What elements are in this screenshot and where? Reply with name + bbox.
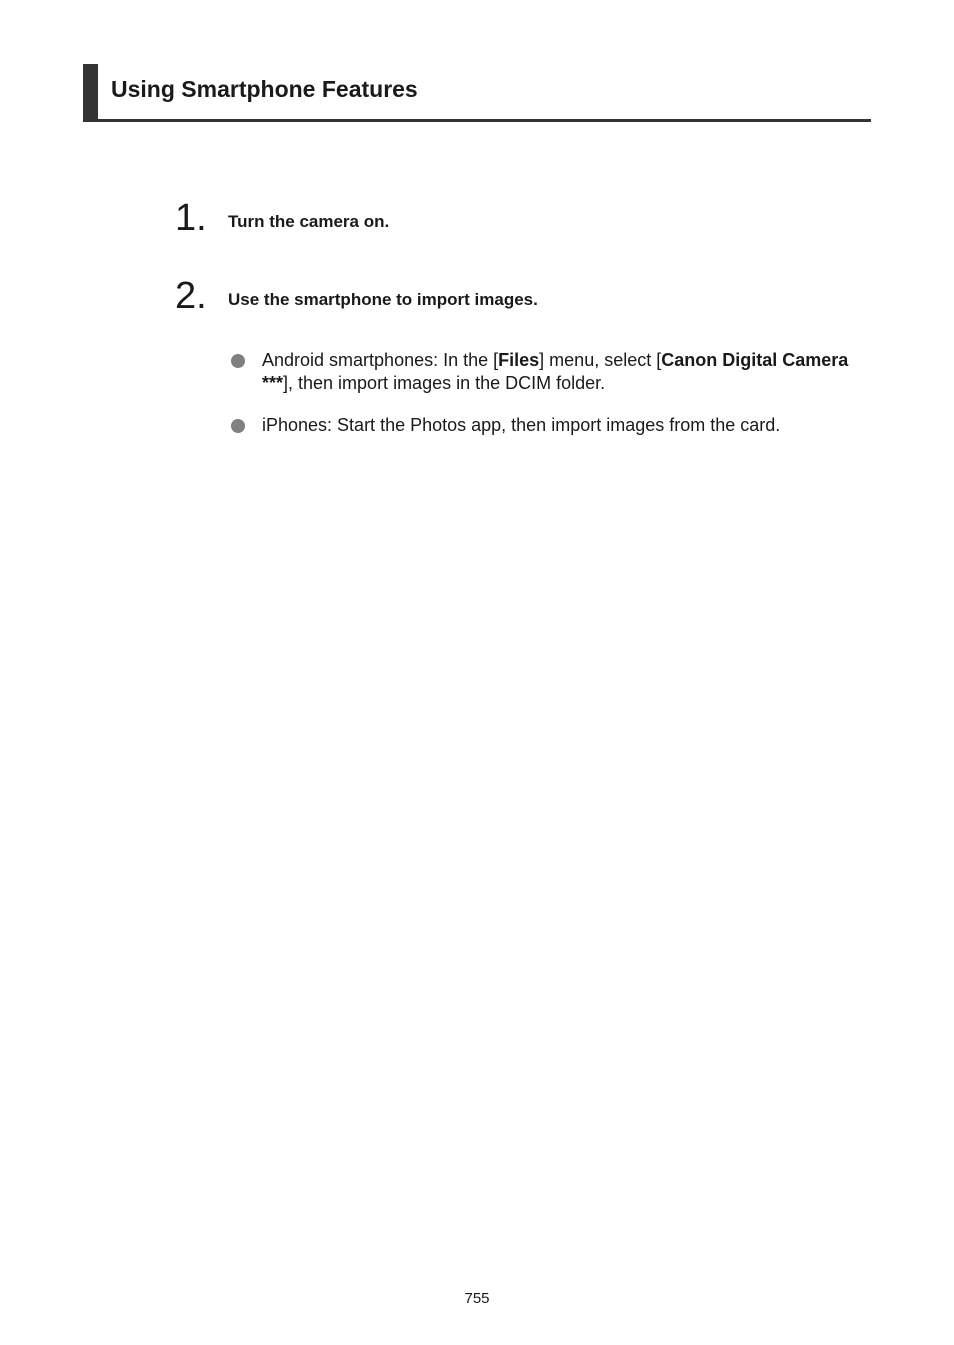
page-number: 755: [464, 1290, 490, 1307]
list-item-android: [229, 349, 849, 395]
android-text-3: ], then import images in the DCIM folder.: [283, 373, 606, 393]
list-item-iphone: [229, 414, 849, 437]
step-text: Turn the camera on.: [228, 212, 390, 231]
bullet-dot-icon: [231, 354, 245, 368]
section-header: [83, 64, 871, 122]
iphone-text: iPhones: Start the Photos app, then import images from the card.: [262, 415, 781, 435]
bullet-dot-icon: [231, 419, 245, 433]
instruction-list: [229, 349, 849, 456]
step-number: 2.: [175, 275, 207, 317]
page-title: Using Smartphone Features: [111, 76, 418, 102]
files-menu-label: Files: [498, 350, 540, 370]
android-text-1: Android smartphones: In the [: [262, 350, 499, 370]
canon-device-label: Canon Digital Camera ***: [262, 350, 849, 393]
header-accent-bar: [83, 64, 98, 122]
android-text-2: ] menu, select [: [539, 350, 662, 370]
step-number: 1.: [175, 197, 207, 239]
step-text: Use the smartphone to import images.: [228, 290, 538, 309]
